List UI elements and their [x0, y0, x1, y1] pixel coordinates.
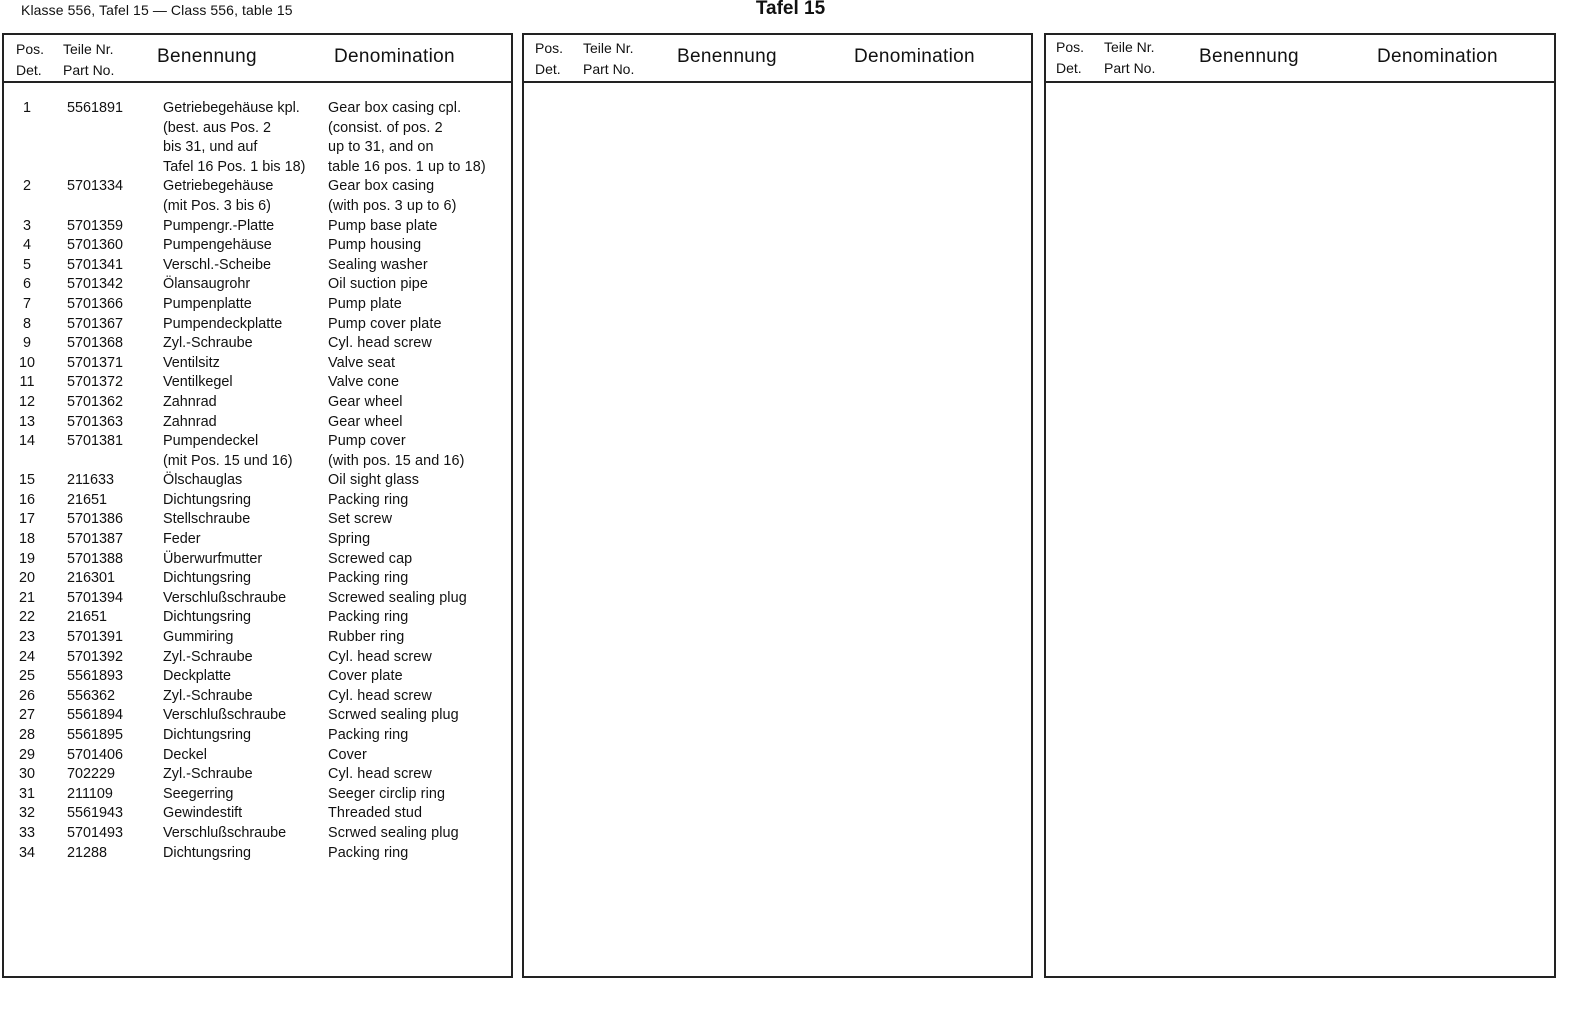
denomination-cell: Sealing washer [328, 256, 428, 273]
pos-cell: 33 [18, 824, 35, 841]
table-row [4, 236, 511, 256]
denomination-cell: up to 31, and on [328, 139, 434, 156]
part-number-cell: 5561893 [67, 668, 124, 685]
denomination-cell: Packing ring [328, 727, 409, 743]
denomination-cell: Screwed sealing plug [328, 589, 467, 606]
part-number-cell: 5701372 [67, 374, 124, 391]
denomination-cell: Cyl. head screw [328, 648, 432, 665]
part-number-cell: 5701493 [67, 824, 124, 841]
table-row [4, 667, 511, 687]
benennung-cell: Pumpengr.-Platte [163, 217, 275, 234]
benennung-cell: Dichtungsring [163, 491, 251, 508]
col-benennung-label: Benennung [677, 46, 777, 67]
col-det-label: Det. [16, 62, 42, 78]
part-number-cell: 5701388 [67, 550, 124, 567]
pos-cell: 17 [18, 511, 35, 528]
table-row [4, 315, 511, 335]
part-number-cell: 21651 [67, 609, 108, 626]
benennung-cell: Zahnrad [163, 393, 217, 410]
parts-list [4, 99, 511, 863]
pos-cell: 16 [18, 491, 35, 508]
pos-cell: 20 [18, 570, 35, 587]
part-number-cell: 5701342 [67, 276, 124, 293]
benennung-cell: Zyl.-Schraube [163, 766, 253, 783]
table-row [4, 726, 511, 746]
pos-cell: 25 [18, 668, 35, 685]
benennung-cell: Gummiring [163, 629, 234, 646]
part-number-cell: 556362 [67, 687, 116, 704]
part-number-cell: 5701367 [67, 315, 124, 332]
table-header [4, 35, 511, 83]
denomination-cell: Set screw [328, 511, 393, 528]
denomination-cell: Packing ring [328, 609, 409, 626]
denomination-cell: Packing ring [328, 570, 409, 587]
part-number-cell: 5701341 [67, 256, 124, 273]
table-row-continuation [4, 452, 511, 472]
benennung-cell: Pumpengehäuse [163, 237, 272, 254]
table-row [4, 530, 511, 550]
table-row-continuation [4, 158, 511, 178]
part-number-cell: 216301 [67, 570, 116, 587]
denomination-cell: Pump housing [328, 237, 422, 254]
col-denomination-label: Denomination [1377, 46, 1498, 67]
col-denomination-label: Denomination [854, 46, 975, 67]
benennung-cell: Verschlußschraube [163, 824, 287, 841]
table-row-continuation [4, 138, 511, 158]
col-part-label: Teile Nr. [583, 40, 634, 56]
pos-cell: 23 [18, 629, 35, 646]
table-row [4, 550, 511, 570]
benennung-cell: Verschlußschraube [163, 707, 287, 724]
pos-cell: 34 [18, 844, 35, 861]
parts-table-panel-3 [1044, 33, 1556, 978]
table-row [4, 648, 511, 668]
table-row [4, 491, 511, 511]
denomination-cell: (with pos. 3 up to 6) [328, 197, 457, 214]
pos-cell: 14 [18, 433, 35, 450]
benennung-cell: Dichtungsring [163, 570, 251, 587]
benennung-cell: Pumpenplatte [163, 295, 252, 312]
pos-cell: 5 [22, 256, 31, 273]
denomination-cell: Cover [328, 746, 367, 763]
table-row [4, 824, 511, 844]
benennung-cell: Seegerring [163, 785, 234, 802]
pos-cell: 28 [18, 727, 35, 743]
part-number-cell: 5701362 [67, 393, 124, 410]
benennung-cell: Deckplatte [163, 668, 231, 685]
table-row [4, 687, 511, 707]
benennung-cell: Ölansaugrohr [163, 276, 251, 293]
page-title: Tafel 15 [755, 0, 826, 19]
table-row [4, 844, 511, 864]
pos-cell: 29 [18, 746, 35, 763]
col-denomination-label: Denomination [334, 46, 455, 67]
table-row [4, 765, 511, 785]
denomination-cell: Pump base plate [328, 217, 438, 234]
table-row [4, 217, 511, 237]
denomination-cell: Packing ring [328, 844, 409, 861]
denomination-cell: Gear box casing [328, 178, 435, 195]
benennung-cell: Gewindestift [163, 805, 243, 822]
table-header [1046, 35, 1554, 83]
benennung-cell: Zahnrad [163, 413, 217, 430]
part-number-cell: 5701360 [67, 237, 124, 254]
col-pos-label: Pos. [1056, 39, 1085, 55]
benennung-cell: Verschl.-Scheibe [163, 256, 271, 273]
benennung-cell: Dichtungsring [163, 609, 251, 626]
denomination-cell: Cyl. head screw [328, 335, 432, 352]
part-number-cell: 211633 [67, 472, 114, 489]
part-number-cell: 5561894 [67, 707, 124, 724]
part-number-cell: 5701391 [67, 629, 124, 646]
table-row [4, 746, 511, 766]
col-det-label: Det. [535, 61, 561, 77]
pos-cell: 19 [18, 550, 35, 567]
denomination-cell: Valve seat [328, 354, 396, 371]
parts-table-panel-1 [2, 33, 513, 978]
benennung-cell: Pumpendeckel [163, 433, 259, 450]
pos-cell: 27 [18, 707, 35, 724]
denomination-cell: Cyl. head screw [328, 766, 432, 783]
part-number-cell: 5701406 [67, 746, 124, 763]
pos-cell: 12 [18, 393, 35, 410]
table-row-continuation [4, 119, 511, 139]
denomination-cell: Pump cover plate [328, 315, 442, 332]
table-row [4, 99, 511, 119]
col-benennung-label: Benennung [157, 46, 257, 67]
denomination-cell: Rubber ring [328, 629, 405, 646]
pos-cell: 13 [18, 413, 35, 430]
table-row [4, 432, 511, 452]
benennung-cell: Ventilkegel [163, 374, 233, 391]
denomination-cell: Cover plate [328, 668, 403, 685]
table-row [4, 334, 511, 354]
pos-cell: 21 [18, 589, 35, 606]
table-row [4, 256, 511, 276]
pos-cell: 31 [18, 785, 35, 802]
pos-cell: 3 [22, 217, 31, 234]
denomination-cell: Gear wheel [328, 393, 403, 410]
part-number-cell: 21651 [67, 491, 108, 508]
table-row [4, 295, 511, 315]
pos-cell: 26 [18, 687, 35, 704]
benennung-cell: Tafel 16 Pos. 1 bis 18) [163, 158, 306, 175]
col-part-label: Teile Nr. [1104, 39, 1155, 55]
pos-cell: 4 [22, 237, 31, 254]
col-det-label: Det. [1056, 60, 1082, 76]
benennung-cell: Zyl.-Schraube [163, 687, 253, 704]
pos-cell: 18 [18, 531, 35, 548]
benennung-cell: (mit Pos. 15 und 16) [163, 452, 293, 469]
part-number-cell: 5701387 [67, 531, 124, 548]
benennung-cell: (best. aus Pos. 2 [163, 119, 271, 136]
denomination-cell: Pump cover [328, 433, 406, 450]
benennung-cell: Pumpendeckplatte [163, 315, 283, 332]
part-number-cell: 5701386 [67, 511, 124, 528]
table-header [524, 35, 1031, 83]
table-row [4, 510, 511, 530]
denomination-cell: Screwed cap [328, 550, 413, 567]
table-row [4, 413, 511, 433]
part-number-cell: 5701359 [67, 217, 124, 234]
pos-cell: 24 [18, 648, 35, 665]
pos-cell: 8 [22, 315, 31, 332]
denomination-cell: Oil sight glass [328, 472, 420, 489]
benennung-cell: Überwurfmutter [163, 550, 263, 567]
benennung-cell: Dichtungsring [163, 844, 251, 861]
pos-cell: 9 [22, 335, 31, 352]
denomination-cell: Scrwed sealing plug [328, 707, 459, 724]
table-row [4, 589, 511, 609]
table-row [4, 393, 511, 413]
table-row [4, 804, 511, 824]
table-row [4, 471, 511, 491]
table-row [4, 706, 511, 726]
benennung-cell: Zyl.-Schraube [163, 335, 253, 352]
benennung-cell: Feder [163, 531, 201, 548]
pos-cell: 1 [22, 100, 31, 116]
part-number-cell: 5701394 [67, 589, 124, 606]
pos-cell: 15 [18, 472, 35, 489]
benennung-cell: Dichtungsring [163, 727, 251, 743]
denomination-cell: Packing ring [328, 491, 409, 508]
part-number-cell: 5701368 [67, 335, 124, 352]
table-row-continuation [4, 197, 511, 217]
pos-cell: 6 [22, 276, 31, 293]
pos-cell: 22 [18, 609, 35, 626]
table-row [4, 628, 511, 648]
benennung-cell: Stellschraube [163, 511, 251, 528]
denomination-cell: Gear box casing cpl. [328, 100, 462, 116]
table-row [4, 569, 511, 589]
benennung-cell: (mit Pos. 3 bis 6) [163, 197, 271, 214]
col-part-label: Teile Nr. [63, 41, 114, 57]
parts-table-panel-2 [522, 33, 1033, 978]
part-number-cell: 5701334 [67, 178, 124, 195]
col-partno-label: Part No. [583, 61, 635, 77]
denomination-cell: Gear wheel [328, 413, 403, 430]
denomination-cell: Seeger circlip ring [328, 785, 446, 802]
denomination-cell: (consist. of pos. 2 [328, 119, 443, 136]
table-row [4, 785, 511, 805]
benennung-cell: Verschlußschraube [163, 589, 287, 606]
col-partno-label: Part No. [63, 62, 115, 78]
benennung-cell: Deckel [163, 746, 207, 763]
benennung-cell: Ventilsitz [163, 354, 220, 371]
benennung-cell: Getriebegehäuse [163, 178, 274, 195]
part-number-cell: 5561895 [67, 727, 124, 743]
denomination-cell: Valve cone [328, 374, 400, 391]
table-row [4, 373, 511, 393]
denomination-cell: Oil suction pipe [328, 276, 428, 293]
part-number-cell: 5701366 [67, 295, 124, 312]
part-number-cell: 702229 [67, 766, 116, 783]
pos-cell: 2 [22, 178, 31, 195]
pos-cell: 11 [19, 374, 35, 391]
table-row [4, 354, 511, 374]
part-number-cell: 5701371 [67, 354, 124, 371]
page-header-class: Klasse 556, Tafel 15 — Class 556, table 15 [21, 2, 293, 18]
denomination-cell: Cyl. head screw [328, 687, 432, 704]
part-number-cell: 5561891 [67, 100, 124, 116]
denomination-cell: table 16 pos. 1 up to 18) [328, 158, 486, 175]
col-partno-label: Part No. [1104, 60, 1156, 76]
denomination-cell: Threaded stud [328, 805, 423, 822]
denomination-cell: Scrwed sealing plug [328, 824, 459, 841]
part-number-cell: 5701392 [67, 648, 124, 665]
pos-cell: 32 [18, 805, 35, 822]
table-row [4, 608, 511, 628]
denomination-cell: Pump plate [328, 295, 402, 312]
table-row [4, 177, 511, 197]
part-number-cell: 21288 [67, 844, 108, 861]
col-benennung-label: Benennung [1199, 46, 1299, 67]
benennung-cell: Ölschauglas [163, 472, 243, 489]
part-number-cell: 5701381 [67, 433, 124, 450]
pos-cell: 10 [18, 354, 35, 371]
col-pos-label: Pos. [535, 40, 564, 56]
part-number-cell: 211109 [67, 785, 113, 802]
benennung-cell: bis 31, und auf [163, 139, 258, 156]
denomination-cell: Spring [328, 531, 371, 548]
col-pos-label: Pos. [16, 41, 45, 57]
pos-cell: 7 [22, 295, 31, 312]
table-row [4, 275, 511, 295]
denomination-cell: (with pos. 15 and 16) [328, 452, 465, 469]
part-number-cell: 5701363 [67, 413, 124, 430]
benennung-cell: Getriebegehäuse kpl. [163, 100, 300, 116]
part-number-cell: 5561943 [67, 805, 124, 822]
benennung-cell: Zyl.-Schraube [163, 648, 253, 665]
pos-cell: 30 [18, 766, 35, 783]
